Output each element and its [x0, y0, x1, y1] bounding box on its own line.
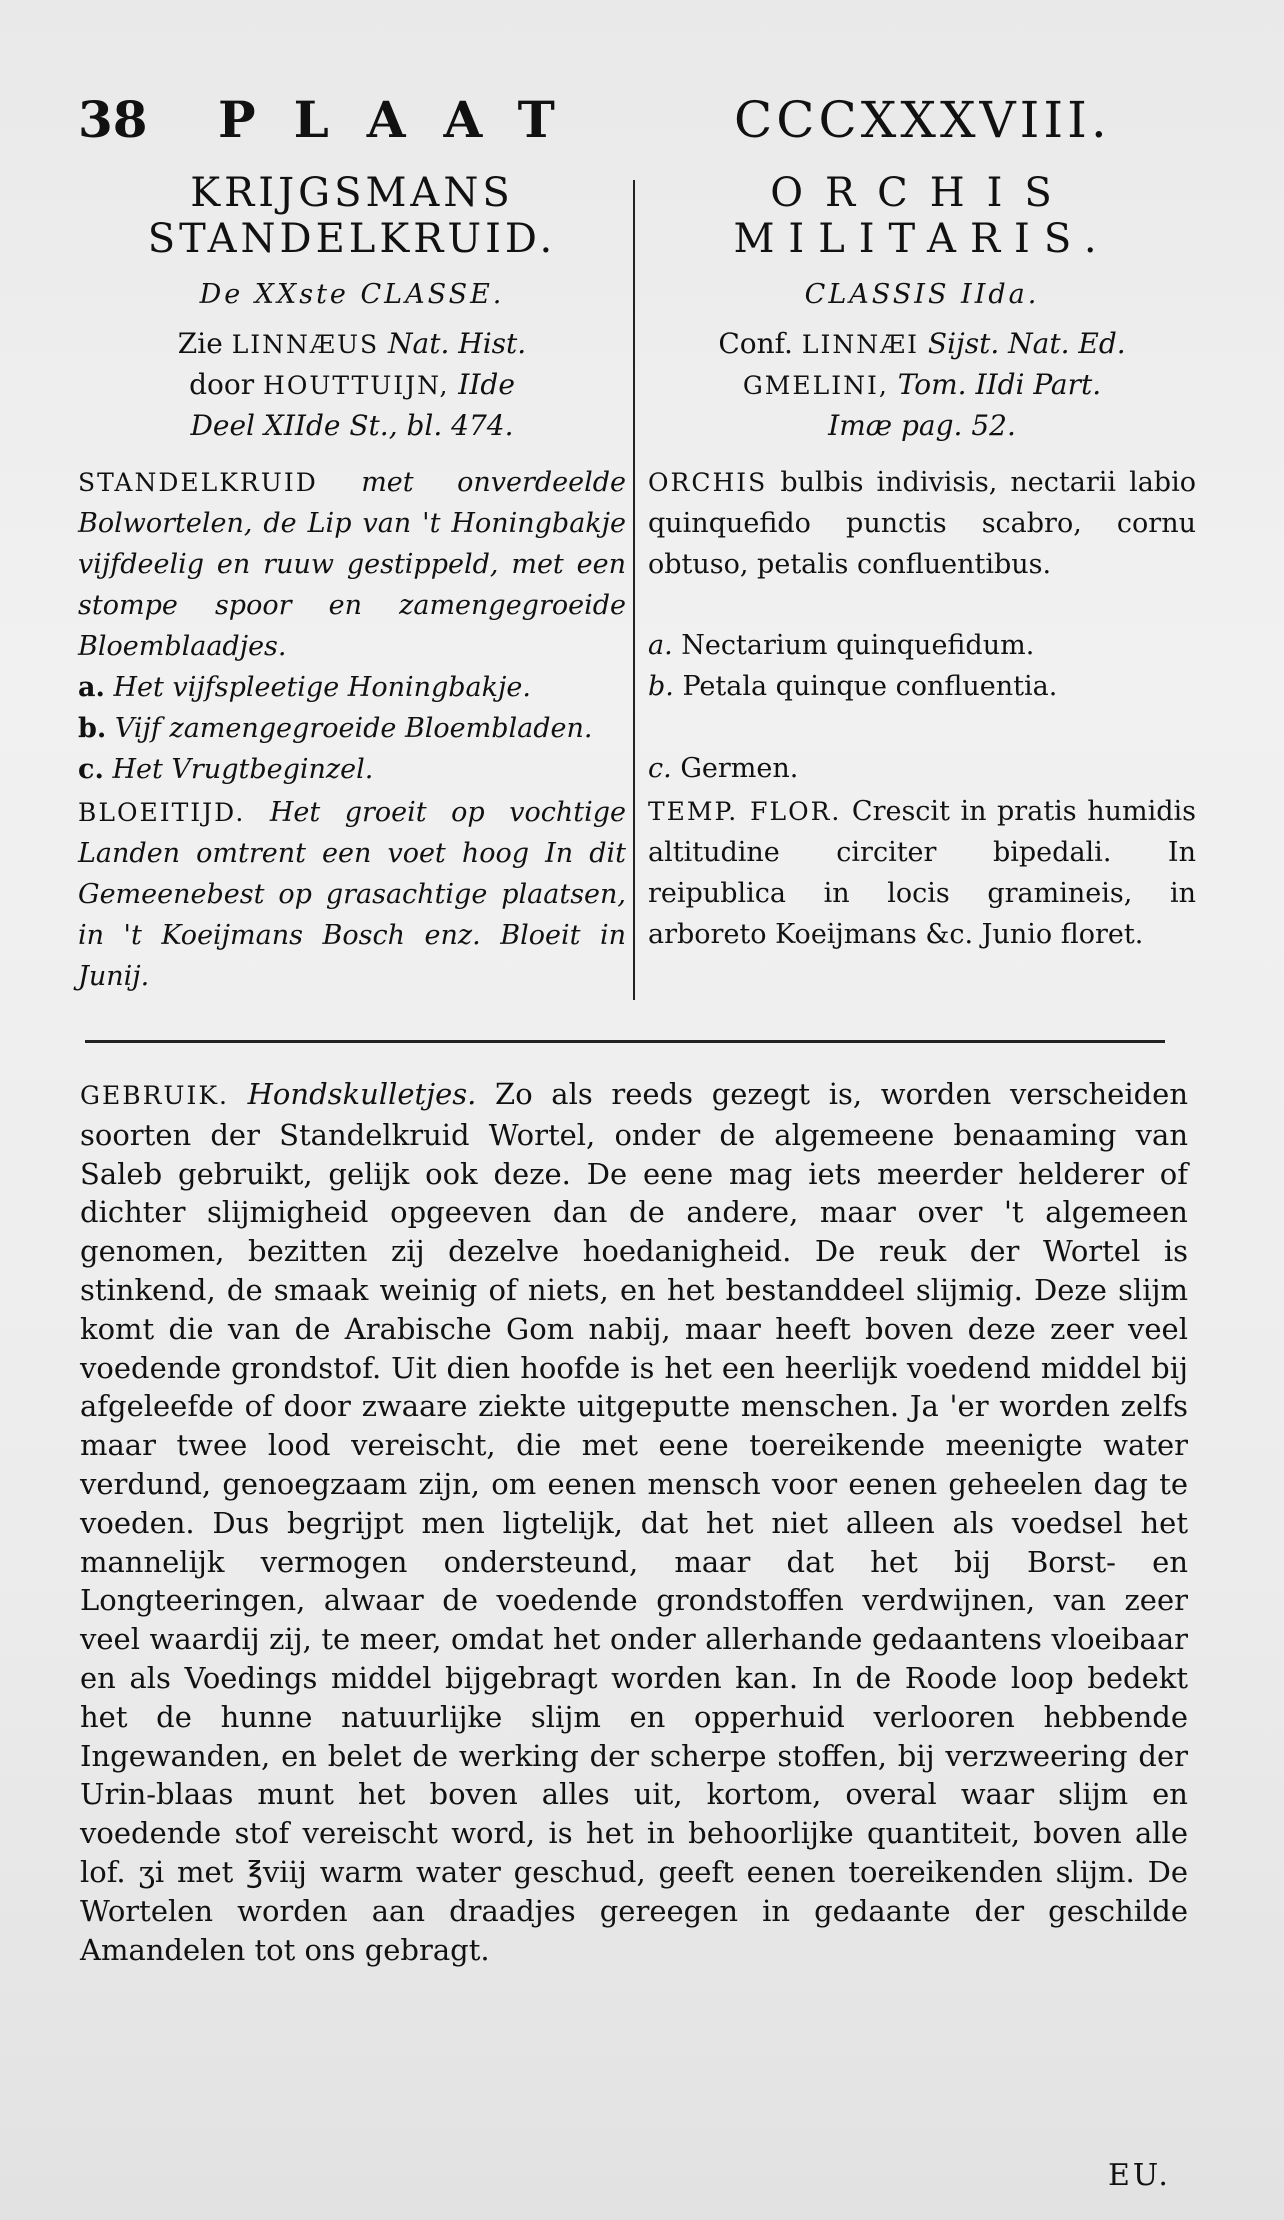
ref-author-gmelini: GMELINI, [742, 371, 889, 400]
temp-flor-lead: TEMP. FLOR. [648, 797, 842, 826]
plate-number: CCCXXXVIII. [734, 91, 1111, 149]
latin-description [648, 462, 1196, 585]
plate-label: PLAAT [218, 90, 593, 149]
section-rule [85, 1040, 1165, 1043]
ref-part: Tom. IIdi Part. [897, 368, 1102, 401]
item-text: Nectarium quinquefidum. [681, 630, 1035, 661]
dutch-item-b [78, 708, 626, 749]
column-divider [633, 180, 635, 1000]
dutch-item-a [78, 667, 626, 708]
latin-desc-lead: ORCHIS [648, 468, 768, 497]
ref-part: IIde [458, 368, 515, 401]
ref-conf: Conf. [718, 327, 793, 360]
latin-class-line: CLASSIS IIda. [804, 279, 1040, 310]
ref-zie: Zie [177, 327, 223, 360]
dutch-ref-line2 [78, 365, 626, 406]
latin-item-b [648, 666, 1196, 707]
ref-author-linnaei: LINNÆI [801, 330, 919, 359]
latin-title-line2: MILITARIS. [733, 216, 1111, 262]
usage-section [80, 1075, 1188, 1969]
item-key: c. [648, 753, 672, 784]
latin-ref-line2 [648, 365, 1196, 406]
ref-author-linnaeus: LINNÆUS [231, 330, 380, 359]
item-key: a. [78, 672, 105, 703]
item-key: b. [78, 713, 107, 744]
latin-title-line1: ORCHIS [770, 170, 1074, 216]
dutch-desc-text: met onverdeelde Bolwortelen, de Lip van 't Honingbakje vijfdeelig en ruuw gestippeld, met een stompe spoor en zamengegroeide Bloemblaadjes. [78, 467, 626, 662]
page-number: 38 [78, 90, 148, 149]
usage-common-name: Hondskulletjes. [247, 1077, 477, 1111]
ref-author-houttuijn: HOUTTUIJN, [263, 371, 450, 400]
item-text: Het Vrugtbeginzel. [112, 754, 374, 785]
dutch-ref-line1 [78, 324, 626, 365]
dutch-title-line2: STANDELKRUID. [147, 216, 557, 262]
ref-page: Imæ pag. 52. [828, 409, 1016, 442]
dutch-column [78, 170, 626, 997]
item-text: Vijf zamengegroeide Bloembladen. [114, 713, 593, 744]
latin-reference [648, 324, 1196, 446]
usage-text: Zo als reeds gezegt is, worden verscheiden soorten der Standelkruid Wortel, onder de algemeene benaaming van Saleb gebruikt, gelijk ook deze. De eene mag iets meerder helderer of dichter slijmigheid opgeeven dan de andere, maar over 't algemeen genomen, bezitten zij dezelve hoedanigheid. De reuk der Wortel is stinkend, de smaak weinig of niets, en het bestanddeel slijmig. Deze slijm komt die van de Arabische Gom nabij, maar heeft boven deze zeer veel voedende grondstof. Uit dien hoofde is het een heerlijk voedend middel bij afgeleefde of door zwaare ziekte uitgeputte menschen. Ja 'er worden zelfs maar twee lood vereischt, die met eene toereikende meenigte water verdund, genoegzaam zijn, om eenen mensch voor eenen geheelen dag te voeden. Dus begrijpt men ligtelijk, dat het niet alleen als voedsel het mannelijk vermogen ondersteund, maar dat het bij Borst- en Longteeringen, alwaar de voedende grondstoffen verdwijnen, van zeer veel waardij zij, te meer, omdat het onder allerhande gedaantens vloeibaar en als Voedings middel bijgebragt worden kan. In de Roode loop bedekt het de hunne natuurlijke slijm en opperhuid verlooren hebbende Ingewanden, en belet de werking der scherpe stoffen, bij verzweering der Urin-blaas munt het boven alles uit, kortom, overal waar slijm en voedende stof vereischt word, is het in behoorlijke quantiteit, boven alle lof. ʒi met ℥viij warm water geschud, geeft eenen toereikenden slijm. De Wortelen worden aan draadjes gereegen in gedaante der geschilde Amandelen tot ons gebragt. [80, 1077, 1189, 1967]
latin-flowering [648, 791, 1196, 955]
usage-lead: GEBRUIK. [80, 1081, 229, 1110]
ref-volume: Deel XIIde St., bl. 474. [190, 409, 514, 442]
dutch-class-line: De XXste CLASSE. [199, 279, 505, 310]
ref-work: Sijst. Nat. Ed. [927, 327, 1126, 360]
dutch-flowering [78, 792, 626, 997]
item-text: Petala quinque confluentia. [682, 671, 1058, 702]
item-text: Het vijfspleetige Honingbakje. [113, 672, 531, 703]
item-key: b. [648, 671, 674, 702]
latin-desc-text: bulbis indivisis, nectarii labio quinquefido punctis scabro, cornu obtuso, petalis confluentibus. [648, 467, 1196, 580]
page-header [78, 85, 1111, 155]
latin-ref-line1 [648, 324, 1196, 365]
flowering-text: Het groeit op vochtige Landen omtrent een voet hoog In dit Gemeenebest op grasachtige plaatsen, in 't Koeijmans Bosch enz. Bloeit in Junij. [78, 797, 626, 992]
dutch-title-line1: KRIJGSMANS [190, 170, 514, 216]
temp-flor-text: Crescit in pratis humidis altitudine circiter bipedali. In reipublica in locis gramineis, in arboreto Koeijmans &c. Junio floret. [648, 796, 1196, 950]
item-key: c. [78, 754, 104, 785]
item-text: Germen. [680, 753, 799, 784]
dutch-reference [78, 324, 626, 446]
dutch-ref-line3 [78, 406, 626, 446]
ref-work: Nat. Hist. [388, 327, 527, 360]
catchword: EU. [1108, 2158, 1171, 2193]
item-key: a. [648, 630, 673, 661]
latin-ref-line3 [648, 406, 1196, 446]
latin-item-a [648, 625, 1196, 666]
latin-item-c [648, 748, 1196, 789]
latin-column [648, 170, 1196, 955]
dutch-description [78, 462, 626, 667]
ref-door: door [189, 368, 255, 401]
dutch-item-c [78, 749, 626, 790]
flowering-lead: BLOEITIJD. [78, 798, 246, 827]
dutch-desc-lead: STANDELKRUID [78, 468, 318, 497]
